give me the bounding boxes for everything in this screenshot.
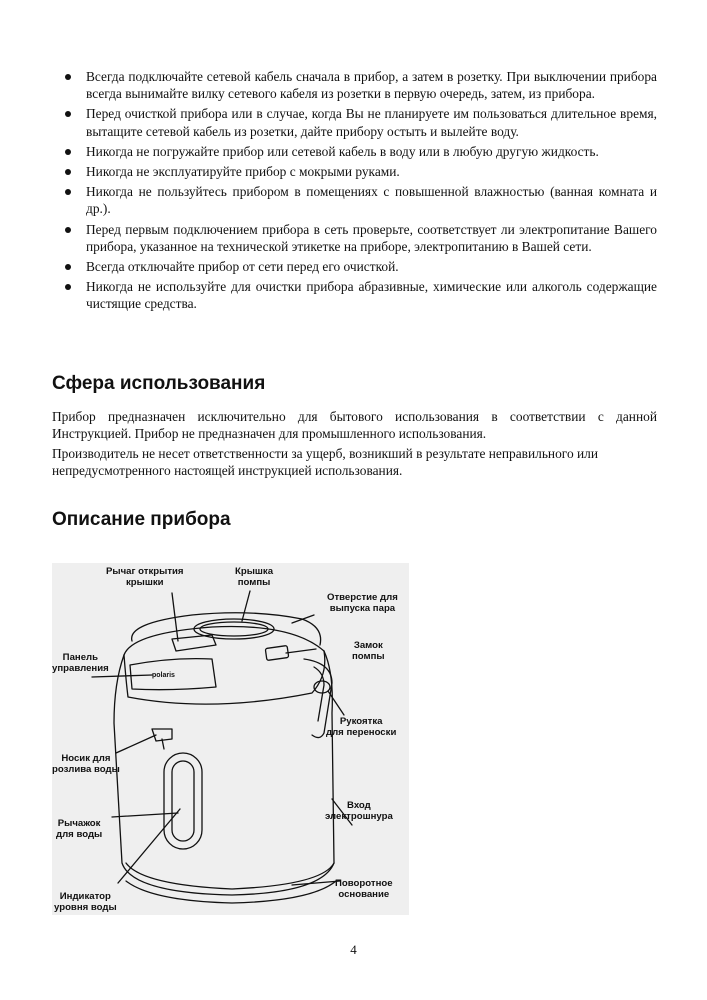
bullet-icon [65,149,71,155]
water-level-window [164,753,202,849]
leader-water-lever [112,813,178,817]
usage-paragraph: Прибор предназначен исключительно для бытового использования в соответствии с данной Инструкцией. Прибор не предназначен для промышленного использования. [52,409,657,442]
label-pump-lid: Крышка помпы [235,566,274,588]
bullet-icon [65,284,71,290]
bullet-icon [65,227,71,233]
list-item-text: Всегда отключайте прибор от сети перед его очисткой. [86,259,399,275]
list-item [63,105,657,139]
list-item-text: Никогда не эксплуатируйте прибор с мокрыми руками. [86,164,400,180]
list-item [63,258,657,275]
leader-pump-lock [286,649,316,653]
list-item-text: Никогда не пользуйтесь прибором в помещениях с повышенной влажностью (ванная комната и др.). [86,184,657,217]
list-item [63,278,657,312]
bullet-icon [65,264,71,270]
bullet-icon [65,189,71,195]
description-section-heading: Описание прибора [52,509,231,530]
list-item [63,183,657,217]
list-item [63,221,657,255]
list-item [63,68,657,102]
label-water-lever: Рычажок для воды [56,818,103,840]
label-steam-vent: Отверстие для выпуска пара [327,592,398,614]
pump-lock-button [265,646,288,661]
list-item-text: Всегда подключайте сетевой кабель сначала в прибор, а затем в розетку. При выключении прибора всегда вынимайте вилку сетевого кабеля из розетки в первую очередь, затем, из прибора. [86,69,657,102]
bullet-icon [65,169,71,175]
leader-level-indicator [118,809,180,883]
label-lid-lever: Рычаг открытия крышки [106,566,184,588]
label-pump-lock: Замок помпы [352,640,385,662]
liability-paragraph: Производитель не несет ответственности за ущерб, возникший в результате неправильного или непредусмотренного настоящей инструкцией использования. [52,446,599,479]
page-number: 4 [350,942,357,957]
label-carry-handle: Рукоятка для переноски [326,716,397,738]
label-pour-spout: Носик для розлива воды [52,753,120,775]
list-item-text: Перед первым подключением прибора в сеть проверьте, соответствует ли электропитание Вашего прибора, указанное на технической этикетке на приборе, электропитанию в Вашей сети. [86,221,657,254]
device-diagram [52,563,409,915]
list-item-text: Никогда не погружайте прибор или сетевой кабель в воду или в любую другую жидкость. [86,143,599,159]
list-item [63,143,657,160]
thermopot-drawing [52,563,409,915]
list-item-text: Никогда не используйте для очистки прибора абразивные, химические или алкоголь содержащие чистящие средства. [86,279,657,312]
leader-pump-lid [242,591,250,621]
device-brand-logo: polaris [152,672,175,679]
swivel-base [126,863,334,889]
bullet-icon [65,74,71,80]
lid-rim [124,627,324,656]
label-control-panel: Панель управления [52,652,109,674]
lid-top [132,613,321,645]
list-item [63,163,657,180]
safety-bullet-list [63,68,657,316]
label-power-inlet: Вход электрошнура [325,800,393,822]
leader-steam-vent [292,615,314,623]
leader-control-panel [92,675,152,677]
label-swivel-base: Поворотное основание [335,878,393,900]
usage-section-heading: Сфера использования [52,373,266,394]
leader-carry-handle [328,691,344,715]
label-level-indicator: Индикатор уровня воды [54,891,117,913]
leader-pour-spout [116,735,156,753]
body-outline [114,651,334,895]
bullet-icon [65,111,71,117]
list-item-text: Перед очисткой прибора или в случае, когда Вы не планируете им пользоваться длительное время, вытащите сетевой кабель из розетки, дайте прибору остыть и вылейте воду. [86,106,657,139]
